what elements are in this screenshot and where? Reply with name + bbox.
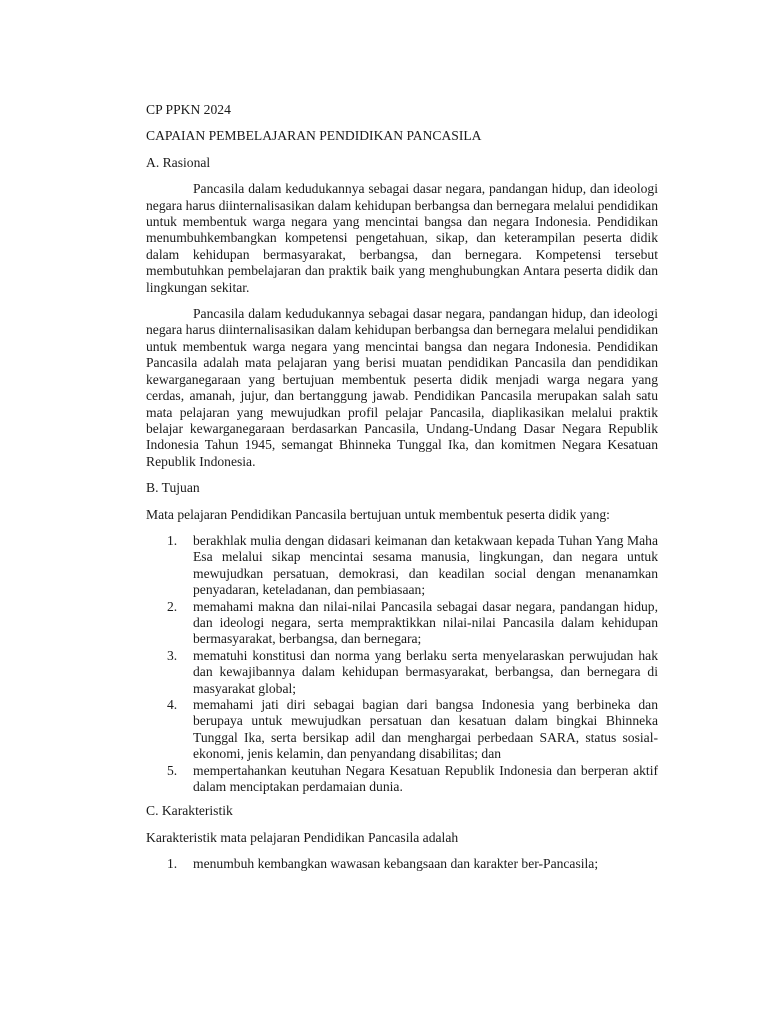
list-item-text: menumbuh kembangkan wawasan kebangsaan dan karakter ber-Pancasila; xyxy=(193,856,599,872)
document-title: CAPAIAN PEMBELAJARAN PENDIDIKAN PANCASILA xyxy=(146,128,482,144)
list-item-number: 1. xyxy=(167,532,178,548)
section-heading-rasional: A. Rasional xyxy=(146,154,211,170)
list-item-text: memahami makna dan nilai-nilai Pancasila sebagai dasar negara, pandangan hidup, dan ideologi negara, serta mempraktikkan nilai-nilai Pancasila dalam kehidupan bermasyarakat, berbangsa, dan bernegara; xyxy=(193,598,658,647)
list-item xyxy=(146,648,658,697)
section-heading-karakteristik: C. Karakteristik xyxy=(146,803,233,819)
list-item-number: 1. xyxy=(167,856,178,872)
rasional-paragraph-2: Pancasila dalam kedudukannya sebagai dasar negara, pandangan hidup, dan ideologi negara harus diinternalisasikan dalam kehidupan berbangsa dan bernegara melalui pendidikan untuk membentuk warga negara yang mencintai bangsa dan negara Indonesia. Pendidikan Pancasila adalah mata pelajaran yang berisi muatan pendidikan Pancasila dan pendidikan kewarganegaraan yang bertujuan membentuk peserta didik menjadi warga negara yang cerdas, amanah, jujur, dan bertanggung jawab. Pendidikan Pancasila merupakan salah satu mata pelajaran yang mewujudkan profil pelajar Pancasila, diaplikasikan melalui praktik belajar kewarganegaraan berdasarkan Pancasila, Undang-Undang Dasar Negara Republik Indonesia Tahun 1945, semangat Bhinneka Tunggal Ika, dan komitmen Negara Kesatuan Republik Indonesia. xyxy=(146,306,658,469)
list-item-number: 2. xyxy=(167,598,178,614)
list-item xyxy=(146,599,658,648)
list-item-number: 5. xyxy=(167,762,178,778)
tujuan-list xyxy=(146,533,658,796)
rasional-paragraph-1: Pancasila dalam kedudukannya sebagai dasar negara, pandangan hidup, dan ideologi negara harus diinternalisasikan dalam kehidupan berbangsa dan bernegara melalui pendidikan untuk membentuk warga negara yang mencintai bangsa dan negara Indonesia. Pendidikan menumbuhkembangkan kompetensi pengetahuan, sikap, dan keterampilan peserta didik dalam kehidupan bermasyarakat, berbangsa, dan bernegara. Kompetensi tersebut membutuhkan pembelajaran dan praktik baik yang menghubungkan Antara peserta didik dan lingkungan sekitar. xyxy=(146,181,658,295)
document-page xyxy=(146,102,658,881)
list-item-text: mempertahankan keutuhan Negara Kesatuan Republik Indonesia dan berperan aktif dalam menciptakan perdamaian dunia. xyxy=(193,762,658,795)
list-item xyxy=(146,856,658,872)
list-item-text: mematuhi konstitusi dan norma yang berlaku serta menyelaraskan perwujudan hak dan kewajibannya dalam kehidupan bermasyarakat, berbangsa, dan bernegara di masyarakat global; xyxy=(193,647,658,696)
tujuan-intro: Mata pelajaran Pendidikan Pancasila bertujuan untuk membentuk peserta didik yang: xyxy=(146,506,610,522)
list-item-number: 3. xyxy=(167,647,178,663)
list-item xyxy=(146,697,658,763)
list-item-text: memahami jati diri sebagai bagian dari bangsa Indonesia yang berbineka dan berupaya untuk mewujudkan persatuan dan kesatuan dalam bingkai Bhinneka Tunggal Ika, serta bersikap adil dan menghargai perbedaan SARA, status sosial-ekonomi, jenis kelamin, dan penyandang disabilitas; dan xyxy=(193,697,658,762)
karakteristik-intro: Karakteristik mata pelajaran Pendidikan Pancasila adalah xyxy=(146,829,459,845)
list-item-text: berakhlak mulia dengan didasari keimanan dan ketakwaan kepada Tuhan Yang Maha Esa melalui sikap mencintai sesama manusia, lingkungan, dan negara untuk mewujudkan persatuan, demokrasi, dan keadilan social dengan menanamkan penyadaran, keteladanan, dan pembiasaan; xyxy=(193,532,658,598)
karakteristik-list xyxy=(146,856,658,872)
document-code: CP PPKN 2024 xyxy=(146,102,231,117)
section-heading-tujuan: B. Tujuan xyxy=(146,480,200,496)
list-item xyxy=(146,763,658,796)
list-item xyxy=(146,533,658,599)
list-item-number: 4. xyxy=(167,697,178,712)
